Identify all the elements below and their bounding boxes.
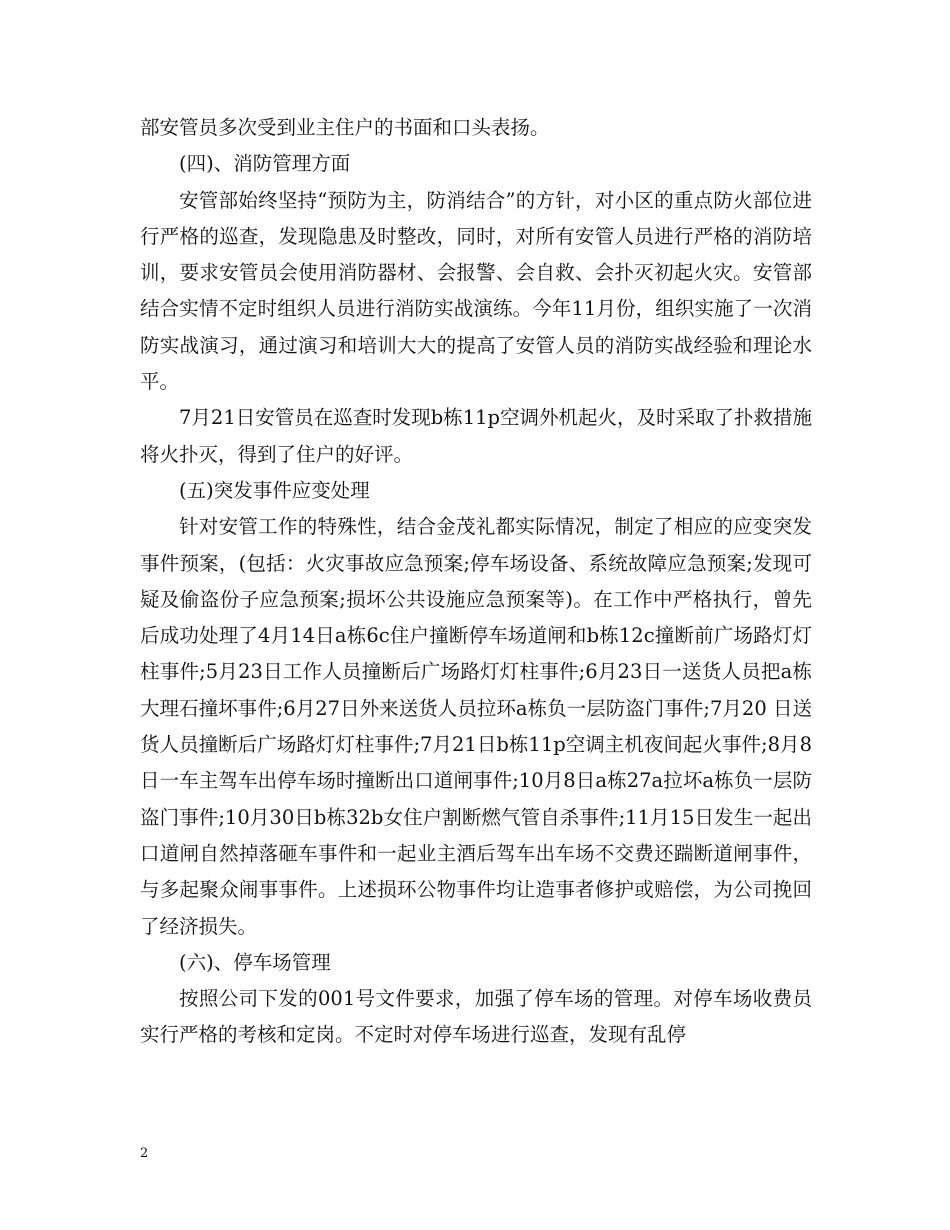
page-number: 2 [140,1146,149,1161]
paragraph-parking: 按照公司下发的001号文件要求，加强了停车场的管理。对停车场收费员实行严格的考核和定岗。不定时对停车场进行巡查，发现有乱停 [140,987,812,1047]
paragraph-fire-policy: 安管部始终坚持“预防为主，防消结合”的方针，对小区的重点防火部位进行严格的巡查，发现隐患及时整改，同时，对所有安管人员进行严格的消防培训，要求安管员会使用消防器材、会报警、会自救、会扑灭初起火灾。安管部结合实情不定时组织人员进行消防实战演练。今年11月份，组织实施了一次消防实战演习，通过演习和培训大大的提高了安管人员的消防实战经验和理论水平。 [140,188,812,394]
section-heading-parking-management: (六)、停车场管理 [179,950,331,974]
paragraph-continuation: 部安管员多次受到业主住户的书面和口头表扬。 [140,116,550,139]
paragraph-fire-incident: 7月21日安管员在巡查时发现b栋11p空调外机起火，及时采取了扑救措施将火扑灭，得到了住户的好评。 [140,406,812,466]
paragraph-emergency-events: 针对安管工作的特殊性，结合金茂礼都实际情况，制定了相应的应变突发事件预案，(包括：火灾事故应急预案;停车场设备、系统故障应急预案;发现可疑及偷盗份子应急预案;损坏公共设施应急预案等)。在工作中严格执行，曾先后成功处理了4月14日a栋6c住户撞断停车场道闸和b栋12c撞断前广场路灯灯柱事件;5月23日工作人员撞断后广场路灯灯柱事件;6月23日一送货人员把a栋大理石撞坏事件;6月27日外来送货人员拉环a栋负一层防盗门事件;7月20 日送货人员撞断后广场路灯灯柱事件;7月21日b栋11p空调主机夜间起火事件;8月8日一车主驾车出停车场时撞断出口道闸事件;10月8日a栋27a拉坏a栋负一层防盗门事件;10月30日b栋32b女住户割断燃气管自杀事件;11月15日发生一起出口道闸自然掉落砸车事件和一起业主酒后驾车出车场不交费还踹断道闸事件，与多起聚众闹事事件。上述损环公物事件均让造事者修护或赔偿，为公司挽回了经济损失。 [140,515,812,938]
section-heading-fire-management: (四)、消防管理方面 [179,152,351,176]
section-heading-emergency-handling: (五)突发事件应变处理 [179,478,370,502]
document-body [140,110,812,1054]
